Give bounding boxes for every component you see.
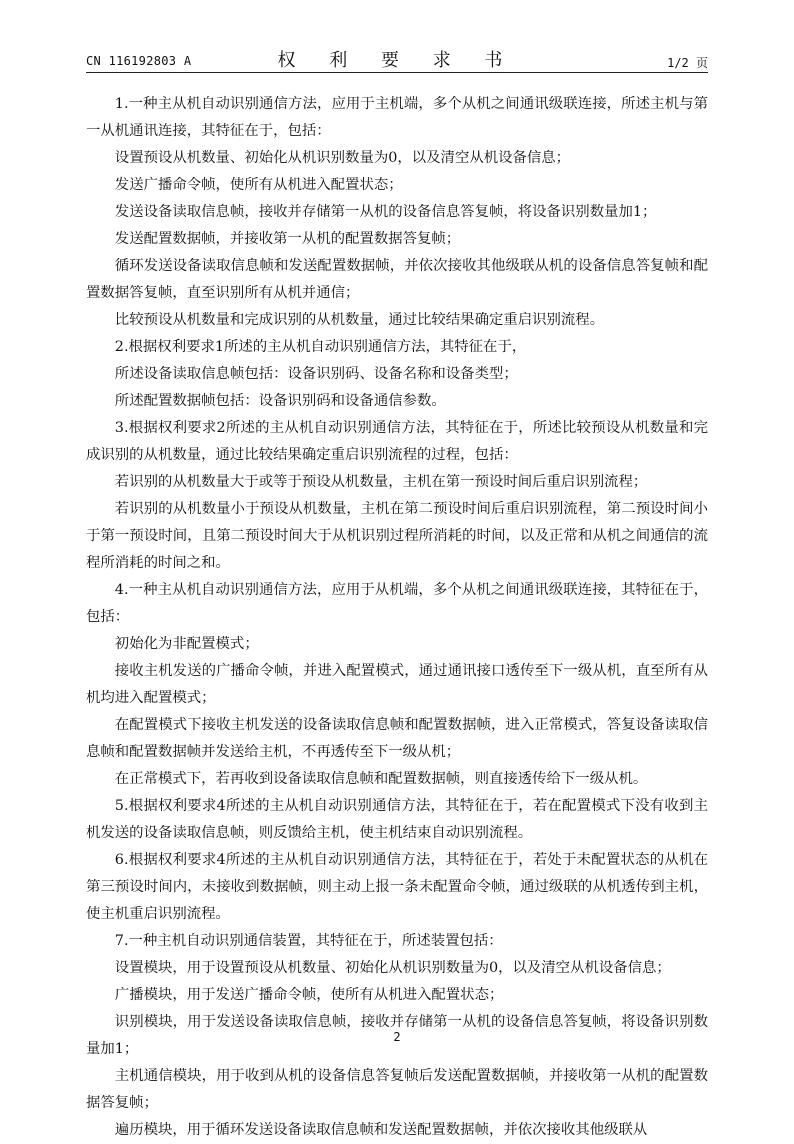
claim-paragraph: 遍历模块，用于循环发送设备读取信息帧和发送配置数据帧，并依次接收其他级联从 — [114, 1122, 648, 1138]
claim-paragraph: 6.根据权利要求4所述的主从机自动识别通信方法，其特征在于，若处于未配置状态的从机在第三预设时间内，未接收到数据帧，则主动上报一条未配置命令帧，通过级联的从机透传到主机，使主机重启识别流程。 — [86, 852, 708, 922]
claim-paragraph: 在配置模式下接收主机发送的设备读取信息帧和配置数据帧，进入正常模式，答复设备读取信息帧和配置数据帧并发送给主机，不再透传至下一级从机； — [86, 717, 708, 760]
claim-paragraph: 循环发送设备读取信息帧和发送配置数据帧，并依次接收其他级联从机的设备信息答复帧和配置数据答复帧，直至识别所有从机并通信； — [86, 258, 708, 301]
claim-paragraph: 5.根据权利要求4所述的主从机自动识别通信方法，其特征在于，若在配置模式下没有收到主机发送的设备读取信息帧，则反馈给主机，使主机结束自动识别流程。 — [86, 798, 708, 841]
claim-paragraph: 广播模块，用于发送广播命令帧，使所有从机进入配置状态； — [114, 987, 504, 1003]
claim-paragraph: 发送广播命令帧，使所有从机进入配置状态； — [114, 177, 403, 193]
document-title: 权 利 要 求 书 — [277, 50, 517, 71]
claim-paragraph: 若识别的从机数量小于预设从机数量，主机在第二预设时间后重启识别流程，第二预设时间小于第一预设时间，且第二预设时间大于从机识别过程所消耗的时间，以及正常和从机之间通信的流程所消耗的时间之和。 — [86, 501, 708, 571]
claim-paragraph: 在正常模式下，若再收到设备读取信息帧和配置数据帧，则直接透传给下一级从机。 — [114, 771, 648, 787]
claim-paragraph: 2.根据权利要求1所述的主从机自动识别通信方法，其特征在于， — [114, 339, 527, 355]
claim-paragraph: 发送设备读取信息帧，接收并存储第一从机的设备信息答复帧，将设备识别数量加1； — [114, 204, 657, 220]
claim-paragraph: 若识别的从机数量大于或等于预设从机数量，主机在第一预设时间后重启识别流程； — [114, 474, 648, 490]
claim-paragraph: 所述设备读取信息帧包括：设备识别码、设备名称和设备类型； — [114, 366, 518, 382]
claim-paragraph: 7.一种主机自动识别通信装置，其特征在于，所述装置包括： — [114, 933, 503, 949]
claim-paragraph: 3.根据权利要求2所述的主从机自动识别通信方法，其特征在于，所述比较预设从机数量和完成识别的从机数量，通过比较结果确定重启识别流程的过程，包括： — [86, 420, 708, 463]
claim-paragraph: 接收主机发送的广播命令帧，并进入配置模式，通过通讯接口透传至下一级从机，直至所有从机均进入配置模式； — [86, 663, 708, 706]
claims-body — [86, 91, 708, 1144]
claim-paragraph: 1.一种主从机自动识别通信方法，应用于主机端，多个从机之间通讯级联连接，所述主机与第一从机通讯连接，其特征在于，包括： — [86, 96, 708, 139]
claim-paragraph: 主机通信模块，用于收到从机的设备信息答复帧后发送配置数据帧，并接收第一从机的配置数据答复帧； — [86, 1068, 708, 1111]
page-number: 2 — [393, 1030, 401, 1044]
claim-paragraph: 识别模块，用于发送设备读取信息帧，接收并存储第一从机的设备信息答复帧，将设备识别数量加1； — [86, 1014, 708, 1057]
page-indicator: 1/2 页 — [667, 56, 708, 70]
claim-paragraph: 所述配置数据帧包括：设备识别码和设备通信参数。 — [114, 393, 446, 409]
claim-paragraph: 4.一种主从机自动识别通信方法，应用于从机端，多个从机之间通讯级联连接，其特征在于，包括： — [86, 582, 708, 625]
header-divider — [86, 72, 708, 73]
claim-paragraph: 发送配置数据帧，并接收第一从机的配置数据答复帧； — [114, 231, 461, 247]
claim-paragraph: 比较预设从机数量和完成识别的从机数量，通过比较结果确定重启识别流程。 — [114, 312, 605, 328]
claim-paragraph: 初始化为非配置模式； — [114, 636, 259, 652]
patent-number: CN 116192803 A — [86, 54, 192, 68]
page-footer — [0, 1030, 794, 1044]
page-header — [86, 44, 708, 70]
claim-paragraph: 设置预设从机数量、初始化从机识别数量为0，以及清空从机设备信息； — [114, 150, 571, 166]
claim-paragraph: 设置模块，用于设置预设从机数量、初始化从机识别数量为0，以及清空从机设备信息； — [114, 960, 671, 976]
